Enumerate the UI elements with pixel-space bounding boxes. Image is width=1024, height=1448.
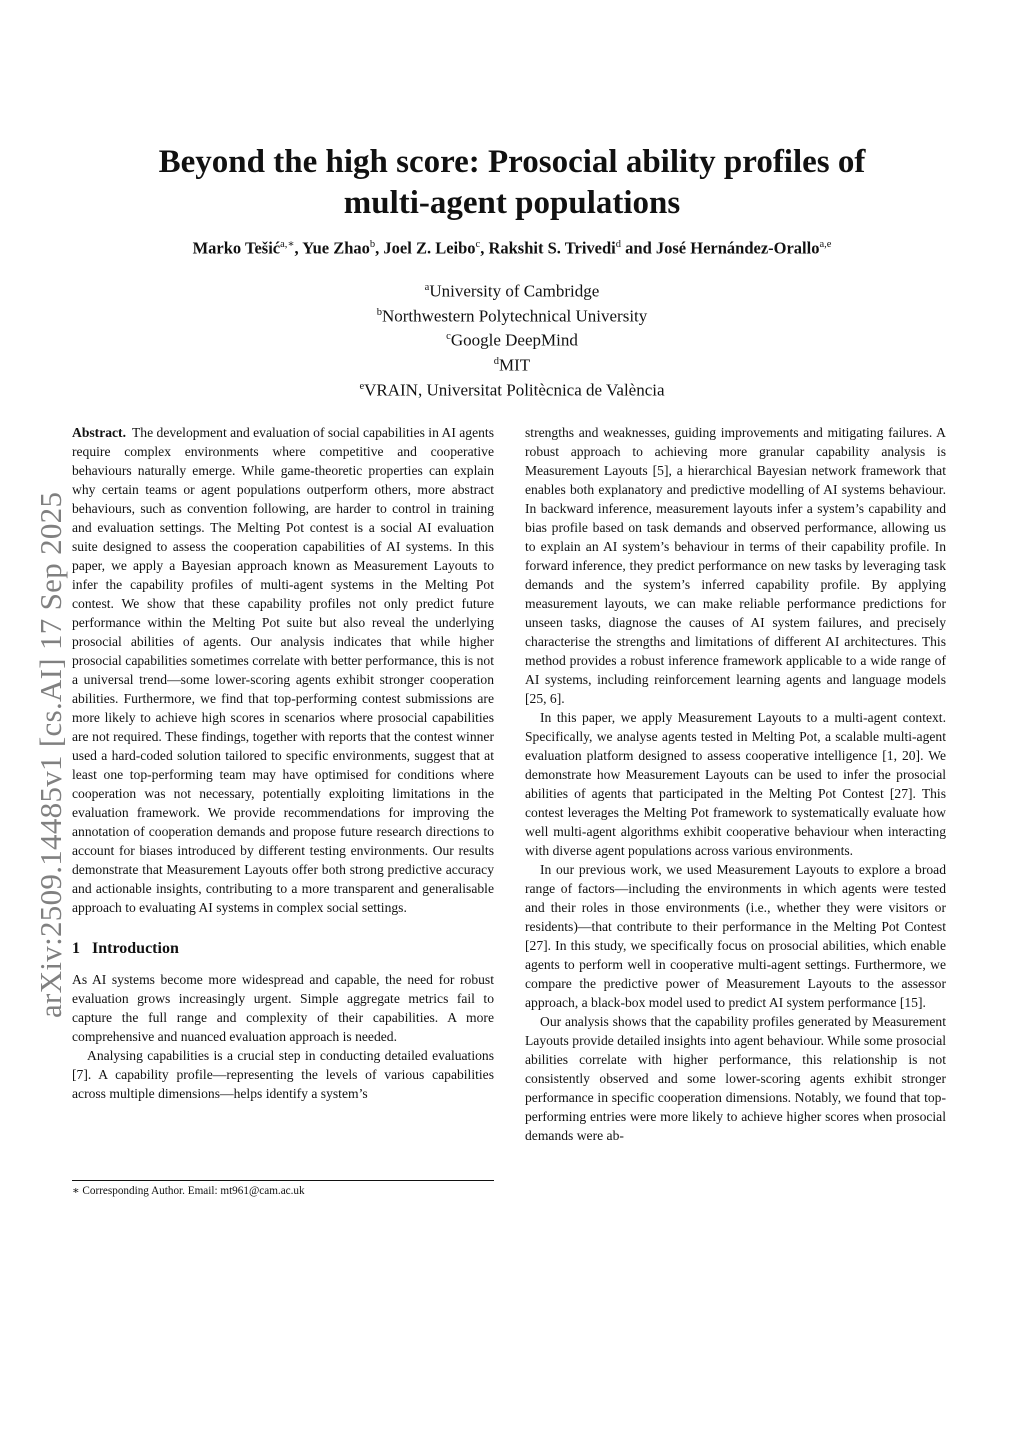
left-column xyxy=(72,423,494,1103)
arxiv-identifier: arXiv:2509.14485v1 [cs.AI] 17 Sep 2025 xyxy=(33,491,68,1018)
affiliation-mark: c xyxy=(446,331,451,343)
affiliation-mark: e xyxy=(359,380,365,392)
author-affil-mark: a,e xyxy=(819,239,832,250)
footnote-text: Corresponding Author. Email: mt961@cam.ac.uk xyxy=(82,1185,305,1197)
intro-paragraph-2: Analysing capabilities is a crucial step in conducting detailed evaluations [7]. A capability profile—representing the levels of various capabilities across multiple dimensions—helps identify a system’s xyxy=(72,1048,494,1101)
author-separator: , xyxy=(480,238,489,258)
footnote xyxy=(72,1184,494,1197)
right-column xyxy=(525,423,946,1145)
title-line-1: Beyond the high score: Prosocial ability profiles of xyxy=(158,144,866,180)
author-list xyxy=(60,238,964,259)
author-separator: , xyxy=(375,238,384,258)
section-title: Introduction xyxy=(92,940,179,957)
body-paragraph-4: Our analysis shows that the capability profiles generated by Measurement Layouts provide detailed insights into agent behaviour. While some prosocial abilities correlate with higher performance, this relationship is not consistently observed and some lower-scoring agents exhibit stronger performance in specific cooperation dimensions. Notably, we found that top-performing entries were more likely to achieve higher scores when prosocial demands were ab- xyxy=(525,1014,946,1143)
footnote-rule xyxy=(72,1180,494,1181)
abstract-text: The development and evaluation of social capabilities in AI agents require complex environments where competitive and cooperative behaviours naturally emerge. While game-theoretic properties can explain why certain teams or agent populations outperform others, more abstract behaviours, such as convention following, are harder to control in training and evaluation settings. The Melting Pot contest is a social AI evaluation suite designed to assess the cooperation capabilities of AI systems. In this paper, we apply a Bayesian approach known as Measurement Layouts to infer the capability profiles of multi-agent systems in the Melting Pot contest. We show that these capability profiles not only predict future performance within the Melting Pot suite but also reveal the underlying prosocial abilities of agents. Our analysis indicates that while higher prosocial capabilities sometimes correlate with better performance, this is not a universal trend—some lower-scoring agents exhibit stronger cooperation abilities. Furthermore, we find that top-performing contest submissions are more likely to achieve high scores in scenarios where prosocial capabilities are not required. These findings, together with reports that the contest winner used a hard-coded solution tailored to specific environments, suggest that at least one top-performing team may have optimised for conditions where cooperation was not necessary, potentially exploiting limitations in the evaluation framework. We provide recommendations for improving the annotation of cooperation demands and propose future research directions to account for biases introduced by different testing environments. Our results demonstrate that Measurement Layouts offer both strong predictive accuracy and actionable insights, contributing to a more transparent and generalisable approach to evaluating AI systems in complex social settings. xyxy=(72,425,494,915)
affiliation xyxy=(160,302,864,327)
affiliation xyxy=(160,326,864,351)
affiliation-mark: d xyxy=(493,355,500,367)
abstract-label: Abstract. xyxy=(72,425,126,440)
author-affil-mark: a,∗ xyxy=(280,239,295,250)
affiliation-name: Northwestern Polytechnical University xyxy=(381,306,648,326)
body-paragraph-1: strengths and weaknesses, guiding improvements and mitigating failures. A robust approach to achieving more granular capability analysis is Measurement Layouts [5], a hierarchical Bayesian network framework that enables both explanatory and predictive modelling of AI systems behaviour. In backward inference, measurement layouts infer a system’s capability and bias profile based on task demands and observed performance, allowing us to explain an AI system’s behaviour in terms of their capability profile. In forward inference, they predict performance on new tasks by leveraging task demands and the system’s inferred capability profile. By applying measurement layouts, we can make reliable performance predictions for unseen tasks, diagnose the causes of AI system failures, and precisely characterise the strengths and limitations of different AI architectures. This method provides a robust inference framework applicable to a wide range of AI systems, including reinforcement learning agents and language models [25, 6]. xyxy=(525,425,946,706)
abstract xyxy=(72,423,494,917)
affiliation-mark: a xyxy=(424,282,430,293)
author-name: Yue Zhao xyxy=(302,238,370,258)
affiliation xyxy=(160,376,864,401)
author-affil-mark: c xyxy=(475,239,481,250)
section-number: 1 xyxy=(72,940,80,957)
title-line-2: multi-agent populations xyxy=(343,185,681,221)
author-separator: , xyxy=(294,238,303,258)
author-name: Rakshit S. Trivedi xyxy=(488,238,616,258)
author-name: José Hernández-Orallo xyxy=(655,238,820,258)
body-paragraph-3: In our previous work, we used Measurement Layouts to explore a broad range of factors—including the environments in which agents were tested and their roles in those environments (i.e., whether they were visitors or residents)—that contribute to their performance in the Melting Pot Contest [27]. In this study, we specifically focus on prosocial abilities, which enable agents to perform well in cooperative multi-agent settings. Furthermore, we compare the predictive power of Measurement Layouts to the assessor approach, a black-box model used to predict AI system performance [15]. xyxy=(525,862,946,1010)
paper-title xyxy=(100,142,924,224)
section-heading-introduction xyxy=(72,939,494,958)
author-affil-mark: d xyxy=(615,239,622,250)
affiliation-name: VRAIN, Universitat Politècnica de València xyxy=(364,380,665,400)
author-name: Joel Z. Leibo xyxy=(383,238,476,258)
affiliation-name: University of Cambridge xyxy=(429,281,600,301)
affiliation-name: MIT xyxy=(499,355,531,375)
affiliation xyxy=(160,277,864,302)
footnote-mark: ∗ xyxy=(72,1185,80,1197)
body-paragraph-2: In this paper, we apply Measurement Layouts to a multi-agent context. Specifically, we analyse agents tested in Melting Pot, a scalable multi-agent evaluation platform designed to assess cooperative intelligence [1, 20]. We demonstrate how Measurement Layouts can be used to infer the prosocial abilities of agents that participated in the Melting Pot Contest [27]. This contest leverages the Melting Pot framework to systematically evaluate how well multi-agent algorithms exhibit cooperative behaviour when interacting with diverse agent populations across various environments. xyxy=(525,710,946,858)
affiliation-name: Google DeepMind xyxy=(450,330,578,350)
affiliation xyxy=(160,351,864,376)
intro-paragraph-1: As AI systems become more widespread and capable, the need for robust evaluation grows increasingly urgent. Simple aggregate metrics fail to capture the full range and complexity of their capabilities. A more comprehensive and nuanced evaluation approach is needed. xyxy=(72,972,494,1044)
affiliation-mark: b xyxy=(376,306,382,318)
author-and: and xyxy=(621,238,656,258)
author-affil-mark: b xyxy=(369,239,376,250)
author-name: Marko Tešić xyxy=(192,238,281,258)
affiliation-list xyxy=(160,277,864,400)
